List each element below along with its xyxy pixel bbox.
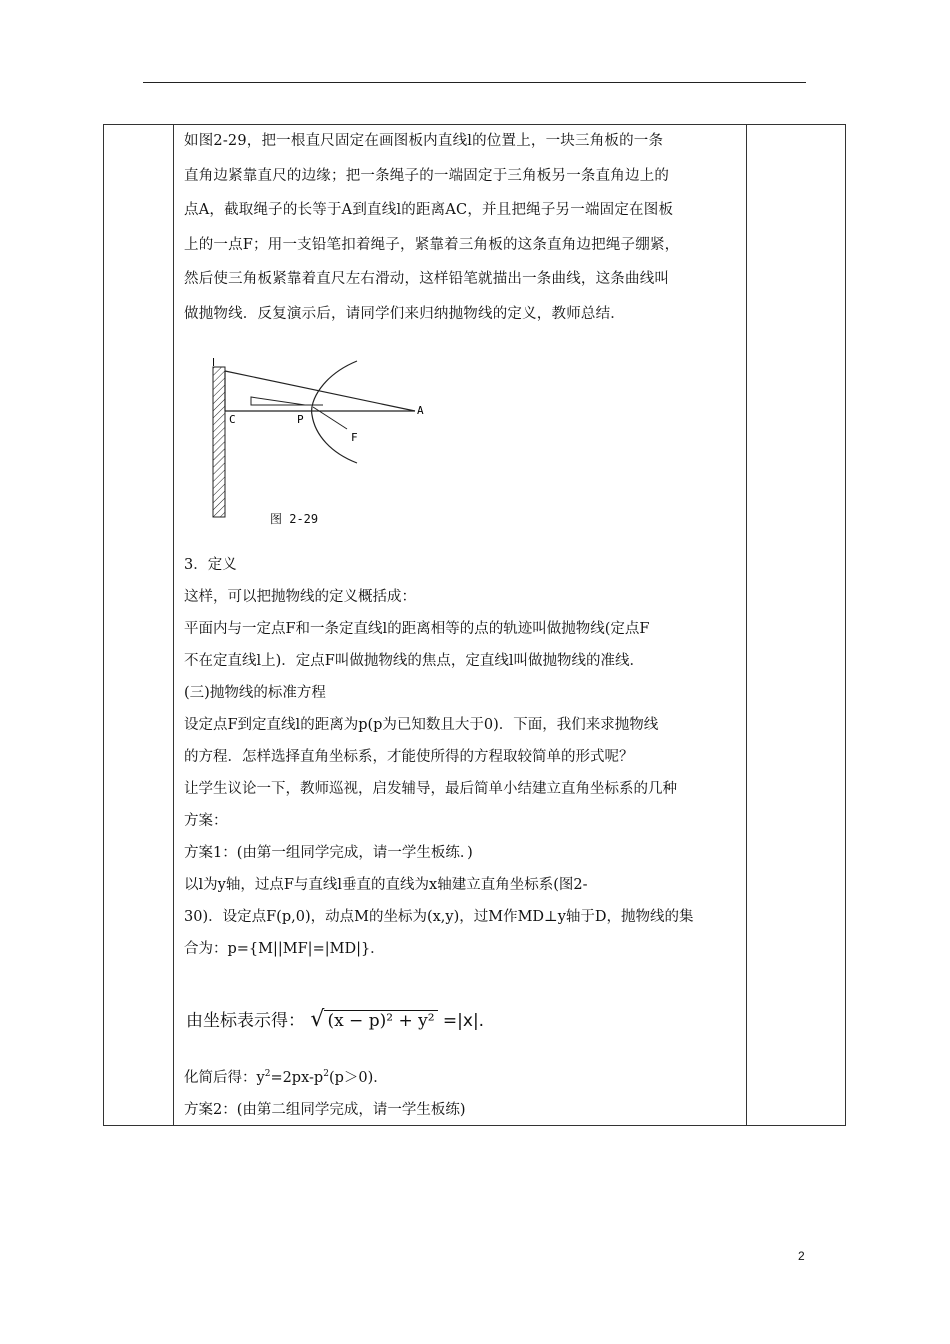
formula-prefix: 由坐标表示得： (186, 1011, 305, 1031)
text-line: 平面内与一定点F和一条定直线l的距离相等的点的轨迹叫做抛物线(定点F (184, 621, 650, 637)
column-divider-right (746, 125, 747, 1125)
definition-section (184, 549, 740, 965)
text-line: 然后使三角板紧靠着直尺左右滑动，这样铅笔就描出一条曲线，这条曲线叫 (184, 271, 670, 287)
text-line: 30)．设定点F(p,0)，动点M的坐标为(x,y)，过M作MD⊥y轴于D，抛物线的集 (184, 909, 694, 925)
simplify-section (184, 1058, 740, 1126)
formula-suffix: =|x|. (442, 1011, 485, 1031)
ruler-shape (213, 367, 225, 517)
eq-sup: 2 (323, 1069, 329, 1079)
label-P: P (297, 413, 304, 426)
eq-sup: 2 (264, 1069, 271, 1079)
figure-caption: 图 2-29 (270, 512, 319, 526)
text-line: 合为：p={M||MF|=|MD|}． (184, 941, 385, 957)
page-number: 2 (798, 1249, 805, 1263)
text-line: 方案： (184, 813, 228, 829)
small-triangle (251, 397, 305, 405)
text-line: 方案1：(由第一组同学完成，请一学生板练．) (184, 845, 473, 861)
text-line: 以l为y轴，过点F与直线l垂直的直线为x轴建立直角坐标系(图2- (184, 877, 588, 893)
distance-formula (186, 1006, 484, 1032)
string-to-F (313, 407, 347, 429)
text-line: 这样，可以把抛物线的定义概括成： (184, 589, 416, 605)
parabola-curve (312, 361, 357, 463)
text-line: 设定点F到定直线l的距离为p(p为已知数且大于0)．下面，我们来求抛物线 (184, 717, 659, 733)
text-line: 点A，截取绳子的长等于A到直线l的距离AC，并且把绳子另一端固定在图板 (184, 202, 674, 218)
text-line: 做抛物线．反复演示后，请同学们来归纳抛物线的定义，教师总结． (184, 305, 625, 322)
text-line: 上的一点F；用一支铅笔扣着绳子，紧靠着三角板的这条直角边把绳子绷紧， (184, 236, 680, 253)
column-divider-left (173, 125, 174, 1125)
text-line: 的方程．怎样选择直角坐标系，才能使所得的方程取较简单的形式呢？ (184, 749, 634, 765)
formula-radicand: (x − p)² + y² (324, 1010, 437, 1031)
text-line: 直角边紧靠直尺的边缘；把一条绳子的一端固定于三角板另一条直角边上的 (184, 167, 670, 184)
simplified-equation (184, 1058, 740, 1094)
figure-2-29 (205, 355, 435, 525)
simplify-prefix: 化简后得： (184, 1069, 257, 1086)
eq-end: (p＞0)． (328, 1069, 388, 1086)
section-heading: 3．定义 (184, 557, 237, 573)
eq-mid: =2px-p (270, 1069, 324, 1086)
main-cell (184, 124, 740, 331)
scheme2-line: 方案2：(由第二组同学完成，请一学生板练) (184, 1101, 466, 1118)
eq-y: y (256, 1069, 265, 1086)
label-l: l (212, 356, 216, 369)
subsection-heading: (三)抛物线的标准方程 (184, 685, 326, 701)
label-A: A (417, 404, 424, 417)
label-C: C (229, 413, 236, 426)
text-line: 让学生议论一下，教师巡视，启发辅导，最后简单小结建立直角坐标系的几种 (184, 781, 677, 797)
text-line: 如图2-29，把一根直尺固定在画图板内直线l的位置上，一块三角板的一条 (184, 133, 664, 149)
label-F: F (351, 431, 358, 444)
header-rule (143, 82, 806, 83)
sqrt-icon: √ (310, 1007, 325, 1032)
text-line: 不在定直线l上)．定点F叫做抛物线的焦点，定直线l叫做抛物线的准线． (184, 653, 644, 669)
intro-paragraph (184, 124, 740, 331)
